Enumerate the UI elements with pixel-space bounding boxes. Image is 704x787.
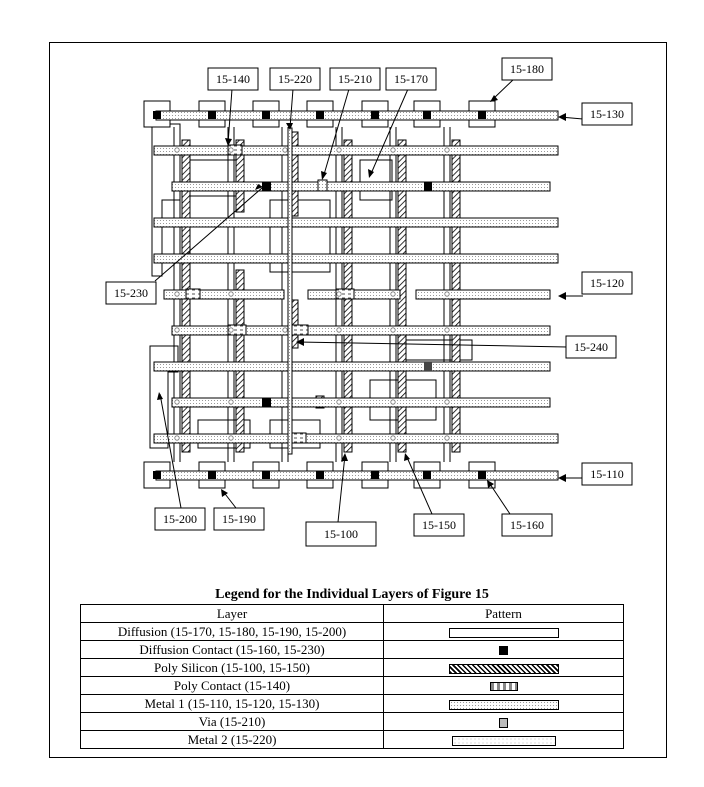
svg-text:15-140: 15-140 [216, 72, 250, 86]
legend-pattern-cell [384, 659, 624, 677]
label-15-150 [414, 514, 464, 536]
legend-layer-name: Poly Silicon (15-100, 15-150) [81, 659, 384, 677]
legend-table [80, 604, 624, 749]
label-15-100 [306, 522, 376, 546]
diffusion-contact-15-160 [478, 471, 486, 479]
svg-text:15-170: 15-170 [394, 72, 428, 86]
legend-pattern-cell [384, 731, 624, 749]
svg-text:15-150: 15-150 [422, 518, 456, 532]
diffusion-170 [360, 160, 392, 200]
label-15-120 [582, 272, 632, 294]
legend-pattern-cell [384, 641, 624, 659]
label-15-160 [502, 514, 552, 536]
legend-pattern-cell [384, 677, 624, 695]
legend-row [81, 677, 624, 695]
via-swatch [499, 718, 508, 728]
legend-pattern-cell [384, 713, 624, 731]
legend-header-layer: Layer [81, 605, 384, 623]
label-15-170 [386, 68, 436, 90]
legend-layer-name: Poly Contact (15-140) [81, 677, 384, 695]
svg-text:15-240: 15-240 [574, 340, 608, 354]
legend-header-row [81, 605, 624, 623]
legend-row [81, 641, 624, 659]
svg-text:15-200: 15-200 [163, 512, 197, 526]
svg-text:15-130: 15-130 [590, 107, 624, 121]
legend-pattern-cell [384, 695, 624, 713]
svg-text:15-180: 15-180 [510, 62, 544, 76]
svg-text:15-230: 15-230 [114, 286, 148, 300]
label-15-230 [106, 282, 156, 304]
legend-layer-name: Diffusion Contact (15-160, 15-230) [81, 641, 384, 659]
svg-text:15-120: 15-120 [590, 276, 624, 290]
svg-text:15-220: 15-220 [278, 72, 312, 86]
metal-1-15-130 [156, 111, 558, 120]
legend-layer-name: Metal 1 (15-110, 15-120, 15-130) [81, 695, 384, 713]
svg-text:15-110: 15-110 [590, 467, 624, 481]
metal-1-15-120 [416, 290, 550, 299]
metal-2 [288, 128, 292, 454]
diffusion-contact-swatch [499, 646, 508, 655]
legend-layer-name: Metal 2 (15-220) [81, 731, 384, 749]
legend-row [81, 695, 624, 713]
diffusion-swatch [449, 628, 559, 638]
svg-text:15-190: 15-190 [222, 512, 256, 526]
label-15-240 [566, 336, 616, 358]
metal-1-swatch [449, 700, 559, 710]
legend-row [81, 713, 624, 731]
label-15-210 [330, 68, 380, 90]
metal-2-swatch [452, 736, 556, 746]
label-15-130 [582, 103, 632, 125]
diffusion-contact-15-230 [262, 182, 271, 191]
legend-header-pattern: Pattern [384, 605, 624, 623]
legend-row [81, 731, 624, 749]
metal-1-15-110 [156, 471, 558, 480]
label-15-140 [208, 68, 258, 90]
label-15-190 [214, 508, 264, 530]
metal-1-bars [154, 111, 558, 480]
legend-row [81, 659, 624, 677]
label-15-200 [155, 508, 205, 530]
legend-pattern-cell [384, 623, 624, 641]
label-15-180 [502, 58, 552, 80]
legend-row [81, 623, 624, 641]
legend-layer-name: Via (15-210) [81, 713, 384, 731]
via-15-210 [318, 180, 327, 191]
label-15-110 [582, 463, 632, 485]
svg-text:15-100: 15-100 [324, 527, 358, 541]
poly-contact-swatch [490, 682, 518, 691]
poly-silicon-swatch [449, 664, 559, 674]
svg-text:15-160: 15-160 [510, 518, 544, 532]
leader-lines [155, 78, 583, 522]
svg-text:15-210: 15-210 [338, 72, 372, 86]
legend-layer-name: Diffusion (15-170, 15-180, 15-190, 15-200) [81, 623, 384, 641]
legend-title: Legend for the Individual Layers of Figure 15 [215, 587, 489, 602]
label-15-220 [270, 68, 320, 90]
